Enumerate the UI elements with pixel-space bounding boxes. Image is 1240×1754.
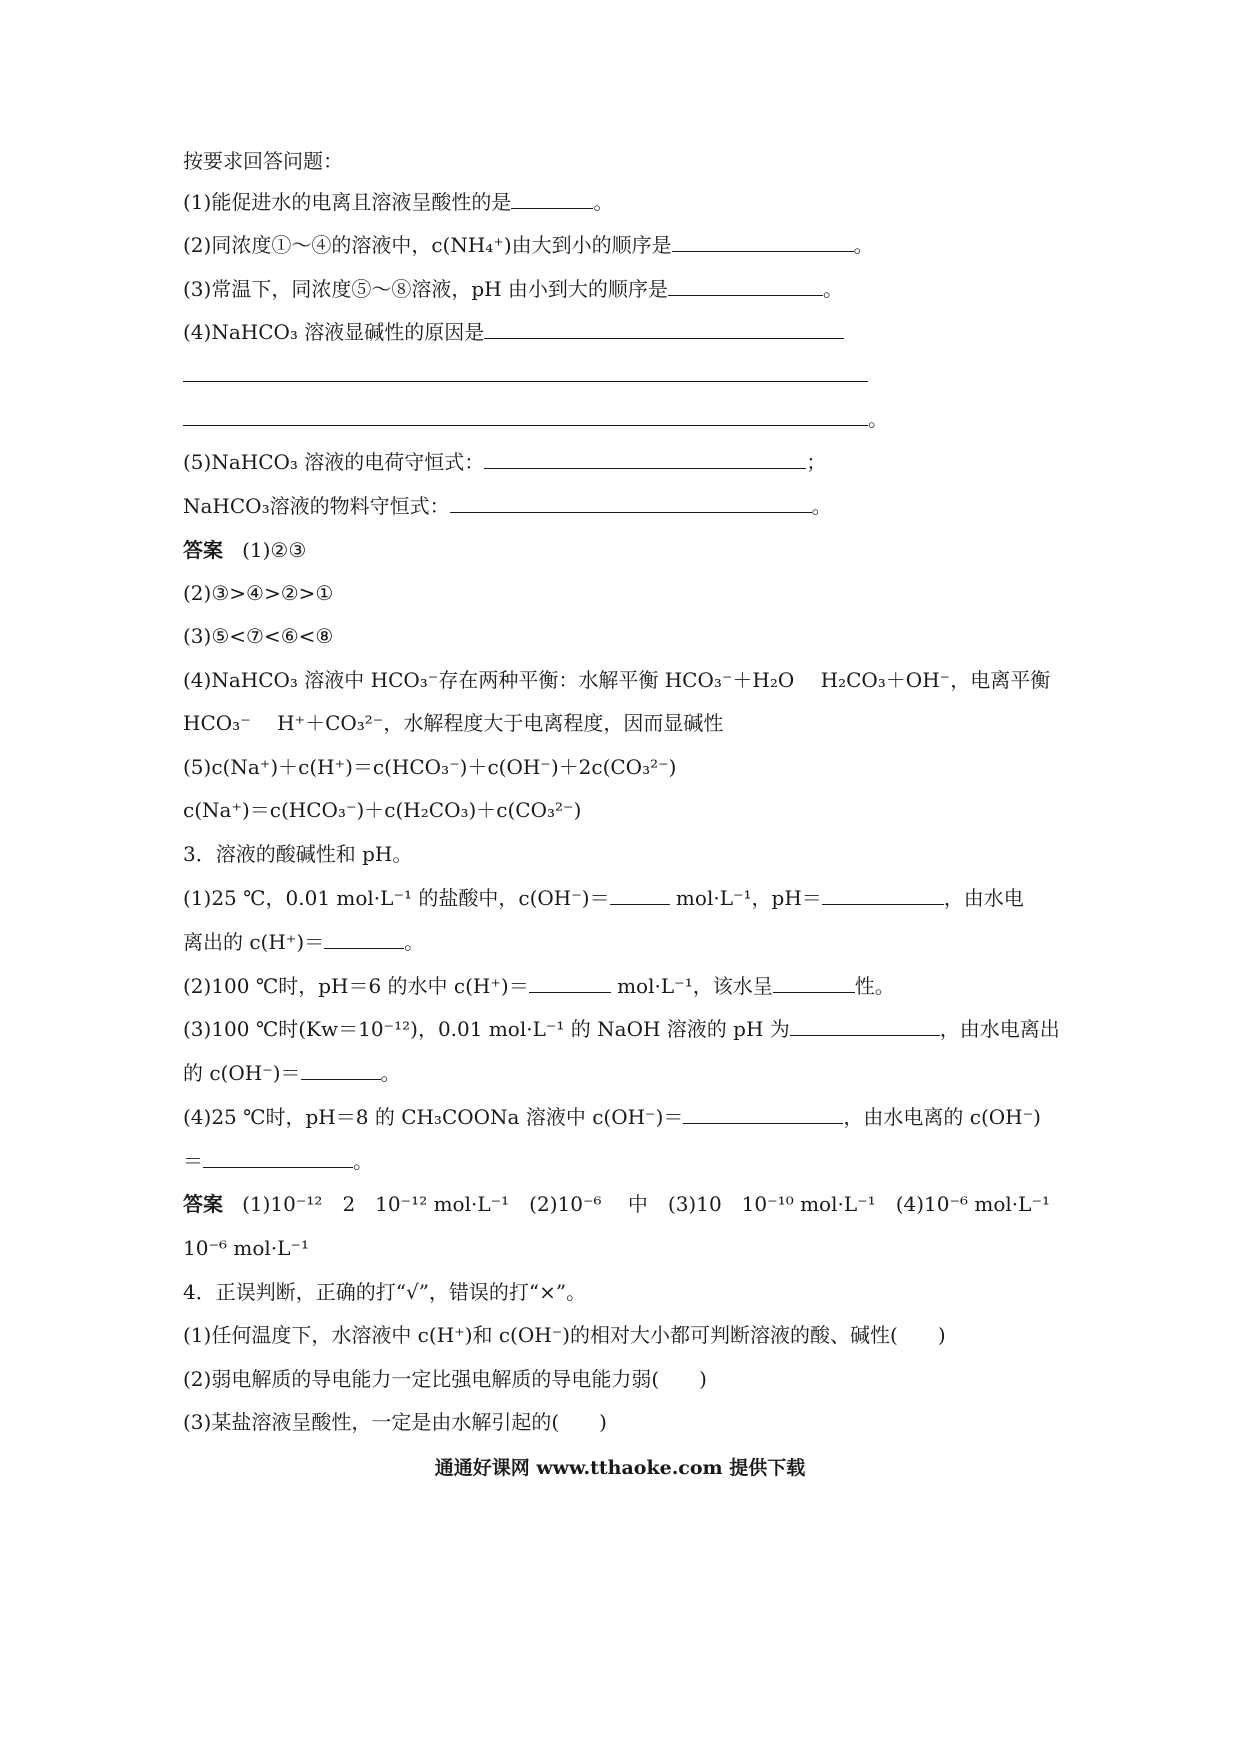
s3-question-3a: (3)100 ℃时(Kw＝10⁻¹²)，0.01 mol·L⁻¹ 的 NaOH 溶液的 pH 为 ，由水电离出 [183,1017,1060,1041]
answer-label: 答案 [183,1192,223,1216]
answer-4b: HCO₃⁻ H⁺＋CO₃²⁻，水解程度大于电离程度，因而显碱性 [183,711,724,735]
answer-2: (2)③>④>②>① [183,581,334,605]
answer-blank[interactable] [203,1147,353,1168]
s3-question-4a: (4)25 ℃时，pH＝8 的 CH₃COONa 溶液中 c(OH⁻)＝ ，由水电离的 c(OH⁻) [183,1105,1041,1129]
question-4: (4)NaHCO₃ 溶液显碱性的原因是 [183,318,844,346]
s3-question-3b: 的 c(OH⁻)＝ 。 [183,1061,401,1085]
answer-rule[interactable] [183,381,868,382]
answer-blank[interactable] [672,231,854,252]
s4-question-1: (1)任何温度下，水溶液中 c(H⁺)和 c(OH⁻)的相对大小都可判断溶液的酸、碱性( ) [183,1323,946,1347]
answer-blank[interactable] [301,1059,381,1080]
section-4-title: 4．正误判断，正确的打“√”，错误的打“×”。 [183,1280,587,1304]
answer-5b: c(Na⁺)＝c(HCO₃⁻)＋c(H₂CO₃)＋c(CO₃²⁻) [183,798,582,822]
question-1: (1)能促进水的电离且溶液呈酸性的是 。 [183,190,614,214]
s3-question-1b: 离出的 c(H⁺)＝ 。 [183,930,425,954]
s4-question-2: (2)弱电解质的导电能力一定比强电解质的导电能力弱( ) [183,1367,707,1391]
answer-3: (3)⑤<⑦<⑥<⑧ [183,624,334,648]
s3-question-4b: ＝ 。 [183,1149,373,1173]
answer-blank[interactable] [484,318,844,339]
question-3: (3)常温下，同浓度⑤～⑧溶液，pH 由小到大的顺序是 。 [183,277,843,301]
answer-blank[interactable] [529,972,611,993]
s4-question-3: (3)某盐溶液呈酸性，一定是由水解引起的( ) [183,1410,607,1434]
intro-text: 按要求回答问题： [183,149,343,173]
question-5a: (5)NaHCO₃ 溶液的电荷守恒式： ； [183,450,827,474]
s3-answer-b: 10⁻⁶ mol·L⁻¹ [183,1236,309,1260]
answer-blank[interactable] [790,1015,940,1036]
answer-rule[interactable] [183,425,868,426]
answer-label: 答案 [183,538,223,562]
answer-blank[interactable] [511,188,593,209]
question-2: (2)同浓度①～④的溶液中，c(NH₄⁺)由大到小的顺序是 。 [183,233,874,257]
s3-question-2: (2)100 ℃时，pH＝6 的水中 c(H⁺)＝ mol·L⁻¹，该水呈 性。 [183,974,895,998]
answer-blank[interactable] [610,884,670,905]
s3-answer-a: 答案 (1)10⁻¹² 2 10⁻¹² mol·L⁻¹ (2)10⁻⁶ 中 (3)10 10⁻¹⁰ mol·L⁻¹ (4)10⁻⁶ mol·L⁻¹ [183,1192,1051,1216]
answer-blank[interactable] [484,448,806,469]
question-4-end: 。 [868,407,888,431]
section-3-title: 3．溶液的酸碱性和 pH。 [183,842,413,866]
answer-blank[interactable] [773,972,855,993]
s3-question-1a: (1)25 ℃，0.01 mol·L⁻¹ 的盐酸中，c(OH⁻)＝ mol·L⁻¹，pH＝ ，由水电 [183,886,1024,910]
answer-blank[interactable] [822,884,944,905]
answer-blank[interactable] [324,928,404,949]
answer-blank[interactable] [450,492,812,513]
answer-4a: (4)NaHCO₃ 溶液中 HCO₃⁻存在两种平衡：水解平衡 HCO₃⁻＋H₂O H₂CO₃＋OH⁻，电离平衡 [183,668,1051,692]
question-5b: NaHCO₃溶液的物料守恒式： 。 [183,494,832,518]
answer-1: 答案 (1)②③ [183,538,307,562]
footer-credit: 通通好课网 www.tthaoke.com 提供下载 [434,1457,806,1479]
answer-blank[interactable] [683,1103,843,1124]
answer-5a: (5)c(Na⁺)＋c(H⁺)＝c(HCO₃⁻)＋c(OH⁻)＋2c(CO₃²⁻) [183,755,677,779]
answer-blank[interactable] [668,275,823,296]
